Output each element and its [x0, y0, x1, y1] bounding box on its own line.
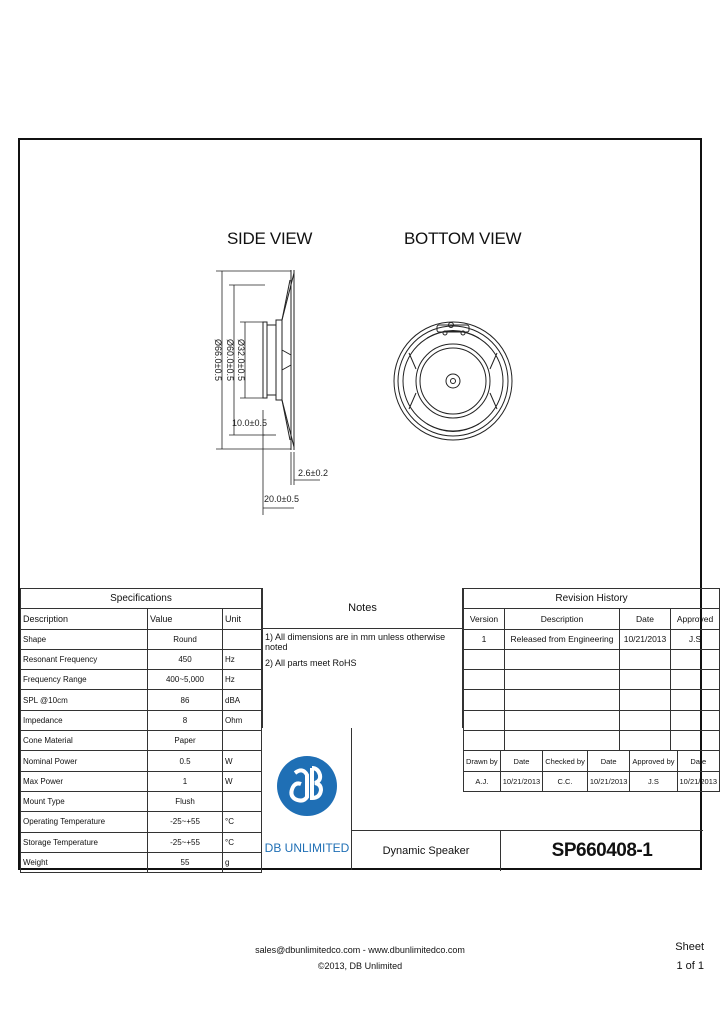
part-description: Dynamic Speaker — [352, 830, 500, 871]
spec-value: 0.5 — [148, 751, 223, 771]
spec-value: Flush — [148, 791, 223, 811]
approved-by-label: Approved by — [630, 751, 677, 771]
specifications-table — [20, 588, 262, 873]
drawing-area — [20, 140, 704, 588]
spec-value: 86 — [148, 690, 223, 710]
spec-row — [21, 751, 262, 771]
spec-description: Operating Temperature — [21, 812, 148, 832]
spec-value: Round — [148, 629, 223, 649]
drawn-by-value: A.J. — [464, 771, 500, 791]
notes-panel — [262, 588, 463, 728]
rev-header-date: Date — [620, 609, 671, 629]
spec-value: 55 — [148, 852, 223, 872]
spec-row — [21, 791, 262, 811]
checked-date-value: 10/21/2013 — [587, 771, 630, 791]
rev-header-description: Description — [505, 609, 620, 629]
spec-row — [21, 771, 262, 791]
dim-magnet-height: 10.0±0.5 — [232, 418, 267, 428]
spec-value: 8 — [148, 710, 223, 730]
logo-mark — [262, 728, 352, 870]
dim-flange: 2.6±0.2 — [298, 468, 328, 478]
spec-unit: W — [223, 771, 262, 791]
spec-description: Impedance — [21, 710, 148, 730]
specifications-rows — [21, 629, 262, 873]
drawing-sheet — [18, 138, 718, 870]
footer — [0, 942, 720, 974]
spec-header-unit: Unit — [223, 609, 262, 629]
spec-unit: °C — [223, 832, 262, 852]
sheet-count: 1 of 1 — [676, 960, 704, 972]
spec-unit: g — [223, 852, 262, 872]
spec-row — [21, 812, 262, 832]
spec-row — [21, 629, 262, 649]
side-view-outline — [263, 270, 294, 450]
dim-total-height: 20.0±0.5 — [264, 494, 299, 504]
spec-row — [21, 670, 262, 690]
company-logo — [262, 728, 352, 870]
spec-unit: Hz — [223, 649, 262, 669]
checked-date-label: Date — [587, 751, 630, 771]
spec-description: SPL @10cm — [21, 690, 148, 710]
checked-by-label: Checked by — [543, 751, 588, 771]
spec-unit — [223, 731, 262, 751]
spec-value: 400~5,000 — [148, 670, 223, 690]
note-line: 1) All dimensions are in mm unless otherwise noted — [265, 632, 446, 652]
rev-description: Released from Engineering — [505, 629, 620, 649]
spec-value: 450 — [148, 649, 223, 669]
spec-row — [21, 649, 262, 669]
dim-mid-diameter: Ø60.0±0.5 — [225, 339, 235, 381]
dim-inner-diameter: Ø32.0±0.5 — [236, 339, 246, 381]
spec-row — [21, 690, 262, 710]
bottom-view-outline — [394, 322, 512, 440]
rev-header-approved: Approved — [671, 609, 720, 629]
spec-unit — [223, 791, 262, 811]
spec-value: -25~+55 — [148, 812, 223, 832]
spec-description: Cone Material — [21, 731, 148, 751]
spec-unit: Ohm — [223, 710, 262, 730]
spec-description: Max Power — [21, 771, 148, 791]
spec-description: Nominal Power — [21, 751, 148, 771]
spec-description: Frequency Range — [21, 670, 148, 690]
sheet-label: Sheet — [675, 941, 704, 953]
specifications-title: Specifications — [21, 589, 262, 609]
spec-unit: W — [223, 751, 262, 771]
dimension-lines — [216, 271, 320, 515]
spec-description: Storage Temperature — [21, 832, 148, 852]
sheet-number — [675, 938, 704, 976]
rev-approved: J.S — [671, 629, 720, 649]
note-line: 2) All parts meet RoHS — [265, 658, 357, 668]
spec-value: Paper — [148, 731, 223, 751]
spec-unit — [223, 629, 262, 649]
spec-row — [21, 832, 262, 852]
copyright-line: ©2013, DB Unlimited — [317, 961, 403, 971]
spec-row — [21, 731, 262, 751]
spec-description: Weight — [21, 852, 148, 872]
rev-version: 1 — [464, 629, 505, 649]
revision-title: Revision History — [464, 589, 720, 609]
part-number: SP660408-1 — [500, 830, 703, 871]
approved-date-label: Date — [690, 756, 707, 766]
revision-table — [463, 588, 720, 792]
spec-description: Shape — [21, 629, 148, 649]
spec-row — [21, 852, 262, 872]
spec-unit: dBA — [223, 690, 262, 710]
approved-by-value: J.S — [630, 771, 677, 791]
approved-date-value: 10/21/2013 — [677, 771, 719, 791]
bottom-view-title: BOTTOM VIEW — [404, 229, 522, 248]
spec-header-description: Description — [21, 609, 148, 629]
spec-value: 1 — [148, 771, 223, 791]
notes-title: Notes — [263, 588, 462, 629]
spec-unit: °C — [223, 812, 262, 832]
spec-description: Resonant Frequency — [21, 649, 148, 669]
technical-drawing — [20, 140, 704, 588]
side-view-title: SIDE VIEW — [227, 229, 313, 248]
rev-date: 10/21/2013 — [620, 629, 671, 649]
revision-row — [464, 629, 720, 649]
approvals-table — [464, 751, 719, 791]
drawn-by-label: Drawn by — [464, 751, 500, 771]
rev-header-version: Version — [464, 609, 505, 629]
spec-unit: Hz — [223, 670, 262, 690]
checked-by-value: C.C. — [543, 771, 588, 791]
logo-text: DB UNLIMITED — [264, 841, 350, 855]
drawn-date-label: Date — [500, 751, 543, 771]
contact-line: sales@dbunlimitedco.com - www.dbunlimitedco.com — [255, 945, 465, 955]
dim-outer-diameter: Ø66.0±0.5 — [213, 339, 223, 381]
spec-row — [21, 710, 262, 730]
spec-value: -25~+55 — [148, 832, 223, 852]
spec-description: Mount Type — [21, 791, 148, 811]
spec-header-value: Value — [148, 609, 223, 629]
drawn-date-value: 10/21/2013 — [500, 771, 543, 791]
